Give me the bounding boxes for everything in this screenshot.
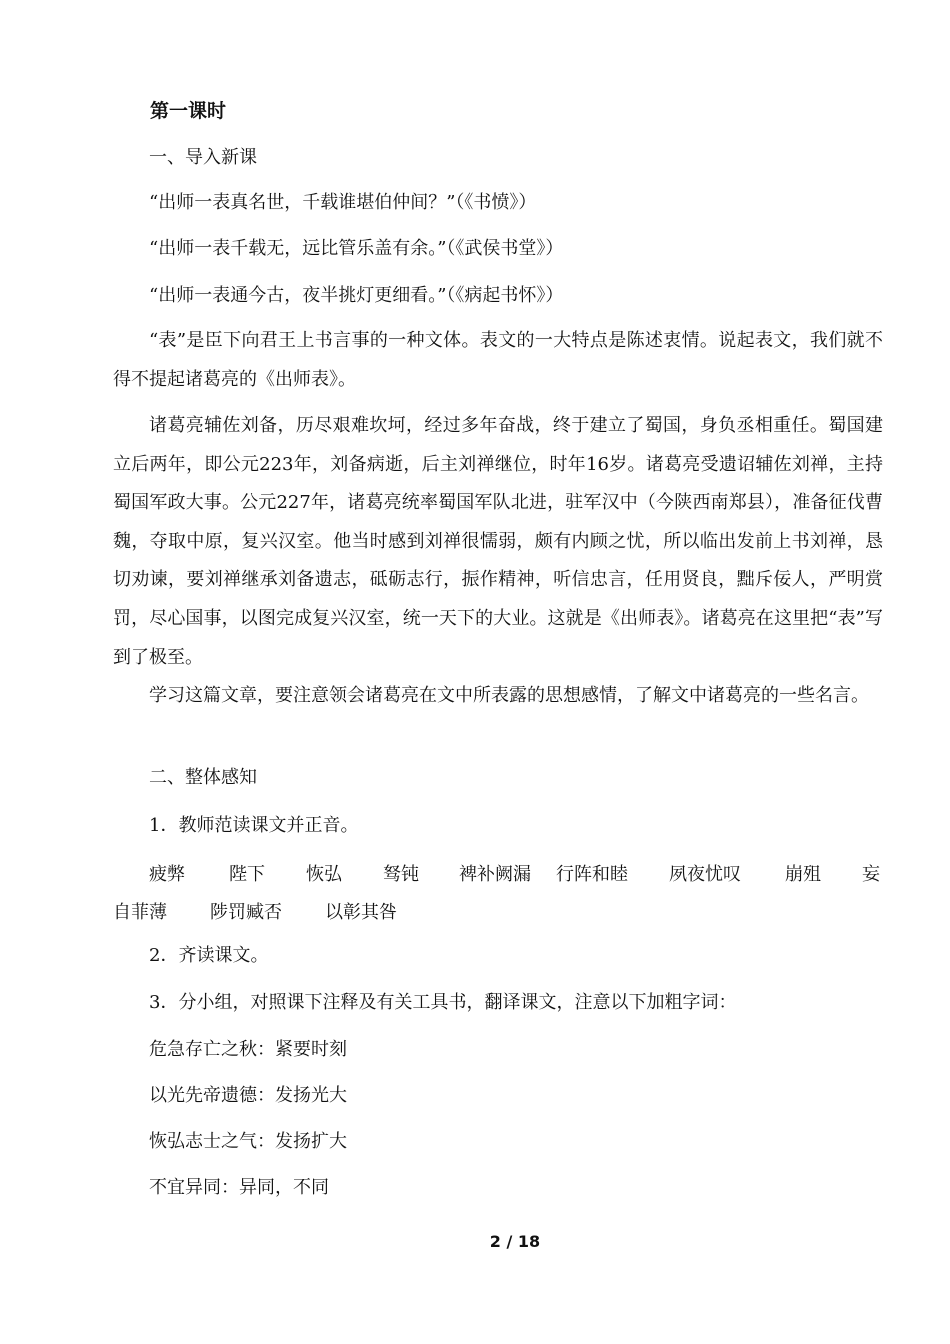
vocab-word: 疲弊: [149, 864, 185, 885]
vocab-word: 自菲薄: [113, 902, 167, 923]
quote-line: “出师一表真名世，千载谁堪伯仲间？”（《书愤》）: [149, 192, 537, 213]
gloss-line: 以光先帝遗德：发扬光大: [149, 1085, 347, 1106]
paragraph-study: 学习这篇文章，要注意领会诸葛亮在文中所表露的思想感情，了解文中诸葛亮的一些名言。: [149, 685, 869, 706]
step-item: 1．教师范读课文并正音。: [149, 815, 359, 836]
paragraph-intro: “表”是臣下向君王上书言事的一种文体。表文的一大特点是陈述衷情。说起表文，我们就不得不提起诸葛亮的《出师表》。: [113, 330, 883, 390]
vocab-word: 陟罚臧否: [210, 902, 282, 923]
step-item: 2．齐读课文。: [149, 945, 269, 966]
vocab-word: 陛下: [229, 864, 265, 885]
paragraph-history: 诸葛亮辅佐刘备，历尽艰难坎坷，经过多年奋战，终于建立了蜀国，身负丞相重任。蜀国建立后两年，即公元223年，刘备病逝，后主刘禅继位，时年16岁。诸葛亮受遗诏辅佐刘禅，主持蜀国军政大事。公元227年，诸葛亮统率蜀国军队北进，驻军汉中（今陕西南郑县），准备征伐曹魏，夺取中原，复兴汉室。他当时感到刘禅很懦弱，颇有内顾之忧，所以临出发前上书刘禅，恳切劝谏，要刘禅继承刘备遗志，砥砺志行，振作精神，听信忠言，任用贤良，黜斥佞人，严明赏罚，尽心国事，以图完成复兴汉室，统一天下的大业。这就是《出师表》。诸葛亮在这里把“表”写到了极至。: [113, 415, 883, 668]
gloss-line: 危急存亡之秋：紧要时刻: [149, 1039, 347, 1060]
section-heading-intro: 一、导入新课: [149, 147, 257, 168]
vocab-word: 以彰其咎: [325, 902, 397, 923]
gloss-line: 恢弘志士之气：发扬扩大: [149, 1131, 347, 1152]
vocab-word: 裨补阙漏: [459, 864, 531, 885]
vocab-word: 妄: [862, 864, 880, 885]
lesson-title: 第一课时: [150, 100, 227, 122]
section-heading-overview: 二、整体感知: [149, 767, 257, 788]
vocab-word: 崩殂: [785, 864, 821, 885]
vocab-word: 夙夜忧叹: [669, 864, 741, 885]
vocab-word: 恢弘: [306, 864, 342, 885]
page-number: 2 / 18: [489, 1232, 541, 1251]
vocab-word: 行阵和睦: [556, 864, 628, 885]
vocab-word: 驽钝: [383, 864, 419, 885]
step-item: 3．分小组，对照课下注释及有关工具书，翻译课文，注意以下加粗字词：: [149, 992, 737, 1013]
quote-line: “出师一表千载无，远比管乐盖有余。”（《武侯书堂》）: [149, 238, 564, 259]
gloss-line: 不宜异同：异同，不同: [149, 1177, 329, 1198]
quote-line: “出师一表通今古，夜半挑灯更细看。”（《病起书怀》）: [149, 285, 564, 306]
